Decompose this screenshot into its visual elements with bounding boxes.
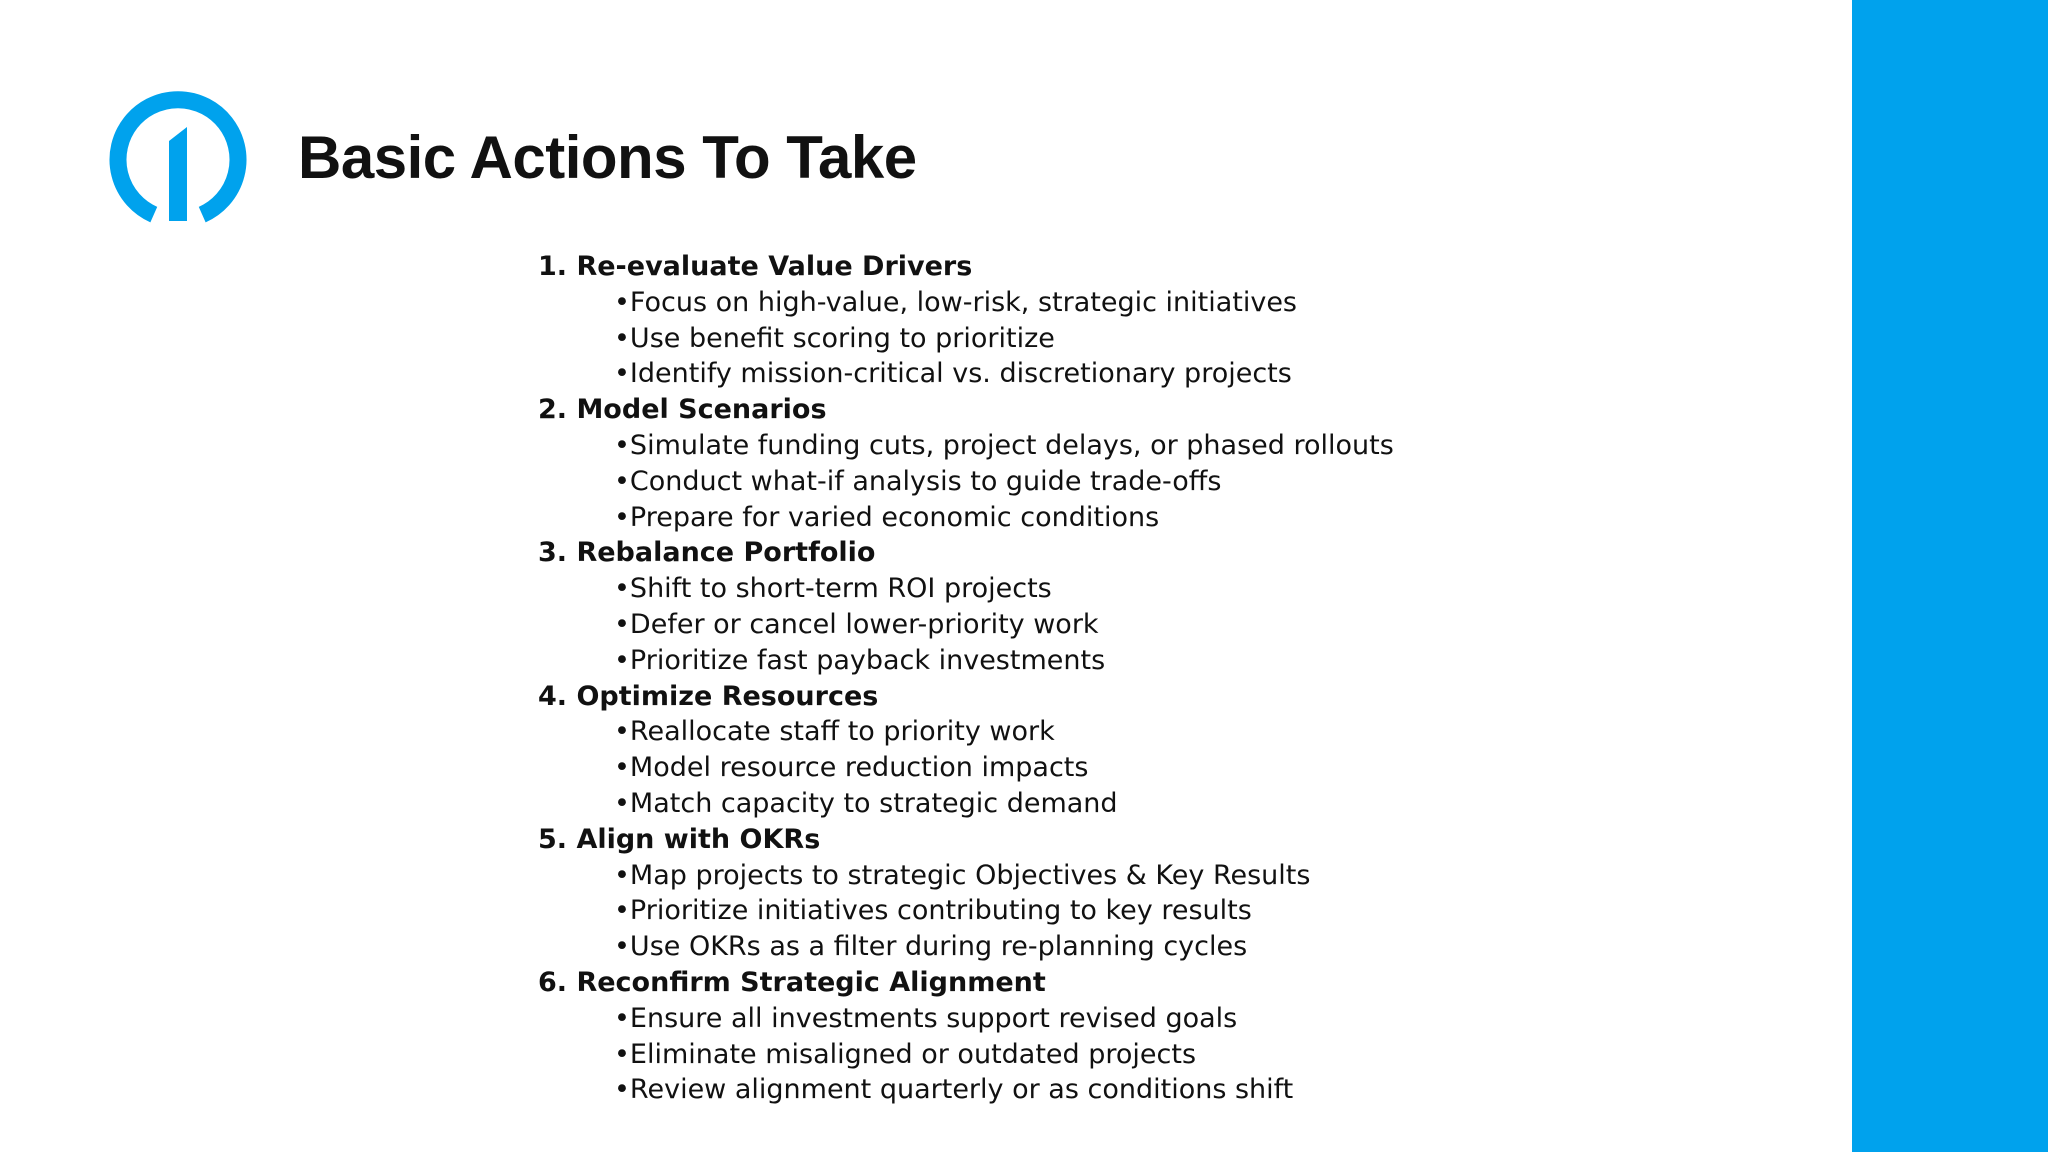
- bullet-item: •Shift to short-term ROI projects: [614, 573, 1052, 605]
- bullet-item: •Ensure all investments support revised goals: [614, 1002, 1238, 1034]
- bullet-item: •Defer or cancel lower-priority work: [614, 608, 1099, 640]
- bullet-item: •Match capacity to strategic demand: [614, 787, 1118, 819]
- section-5: [538, 822, 1838, 965]
- bullet-item: •Focus on high-value, low-risk, strategic initiatives: [614, 286, 1298, 318]
- bullet-item: •Use benefit scoring to prioritize: [614, 322, 1055, 354]
- action-list: [538, 249, 1838, 1108]
- section-heading: 5. Align with OKRs: [538, 823, 821, 855]
- section-3: [538, 535, 1838, 678]
- section-heading: 4. Optimize Resources: [538, 680, 879, 712]
- circle-one-logo-icon: [108, 86, 248, 226]
- bullet-item: •Reallocate staff to priority work: [614, 716, 1055, 748]
- section-heading: 6. Reconfirm Strategic Alignment: [538, 966, 1046, 998]
- section-heading: 2. Model Scenarios: [538, 394, 827, 426]
- section-6: [538, 965, 1838, 1108]
- bullet-item: •Conduct what-if analysis to guide trade-offs: [614, 465, 1222, 497]
- bullet-item: •Simulate funding cuts, project delays, or phased rollouts: [614, 429, 1394, 461]
- bullet-item: •Prioritize initiatives contributing to key results: [614, 895, 1252, 927]
- bullet-item: •Map projects to strategic Objectives & Key Results: [614, 859, 1311, 891]
- logo-numeral-one: [169, 127, 187, 221]
- section-2: [538, 392, 1838, 535]
- bullet-item: •Review alignment quarterly or as conditions shift: [614, 1074, 1294, 1106]
- accent-side-bar: [1852, 0, 2048, 1152]
- bullet-item: •Model resource reduction impacts: [614, 752, 1089, 784]
- section-heading: 3. Rebalance Portfolio: [538, 537, 876, 569]
- section-heading: 1. Re-evaluate Value Drivers: [538, 251, 973, 282]
- bullet-item: •Prepare for varied economic conditions: [614, 501, 1160, 533]
- slide-title: Basic Actions To Take: [298, 124, 917, 191]
- section-1: [538, 249, 1838, 392]
- bullet-item: •Prioritize fast payback investments: [614, 644, 1106, 676]
- bullet-item: •Use OKRs as a filter during re-planning cycles: [614, 931, 1248, 963]
- bullet-item: •Eliminate misaligned or outdated projects: [614, 1038, 1197, 1070]
- section-4: [538, 679, 1838, 822]
- bullet-item: •Identify mission-critical vs. discretionary projects: [614, 358, 1292, 390]
